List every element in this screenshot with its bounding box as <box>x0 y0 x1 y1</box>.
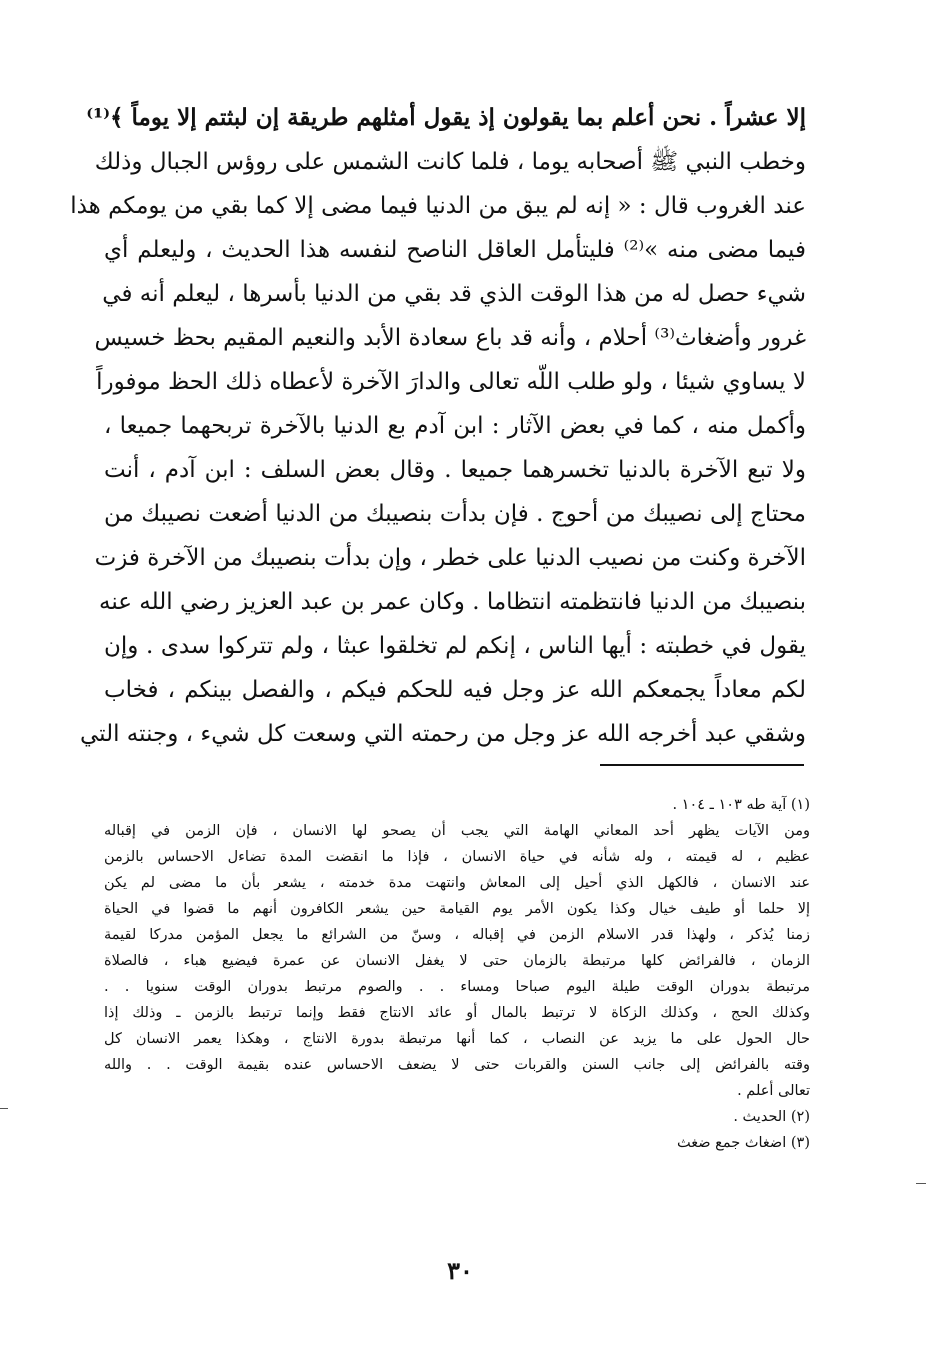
footnote-line: حال الحول على ما يزيد عن النصاب ، كما أنها مرتبطة بدورة الانتاج ، وهكذا يعمر الانسان كل <box>104 1031 810 1047</box>
scan-artifact <box>0 1108 8 1109</box>
footnotes <box>104 792 810 1156</box>
body-line: عند الغروب قال : « إنه لم يبق من الدنيا فيما مضى إلا كما بقي من يومكم هذا <box>70 193 806 219</box>
main-body-text <box>70 96 806 756</box>
footnote-line: (٣) اضغاث جمع ضغث <box>677 1135 810 1151</box>
body-line: وخطب النبي ﷺ أصحابه يوما ، فلما كانت الشمس على روؤس الجبال وذلك <box>94 149 806 175</box>
footnote-line: وكذلك الحج ، وكذلك الزكاة لا ترتبط بالمال أو عائد الانتاج فقط وإنما ترتبط بالزمن ـ وذلك إذا <box>104 1005 810 1021</box>
body-line: محتاج إلى نصيبك من أحوج . فإن بدأت بنصيبك من الدنيا أضعت نصيبك من <box>104 501 806 527</box>
body-line: وشقي عبد أخرجه الله عز وجل من رحمته التي وسعت كل شيء ، وجنته التي <box>79 721 806 747</box>
body-line: الآخرة وكنت من نصيب الدنيا على خطر ، وإن بدأت بنصيبك من الآخرة فزت <box>94 545 806 571</box>
footnote-line: زمنا يُذكر ، ولهذا قدر الاسلام الزمن في إقباله ، وسنّ من الشرائع ما يجعل المؤمن مدركا لقيمة <box>104 927 810 943</box>
scan-artifact <box>916 1183 926 1184</box>
footnote-line: تعالى أعلم . <box>737 1083 810 1099</box>
footnote-line: (٢) الحديث . <box>733 1109 810 1125</box>
body-line: لا يساوي شيئا ، ولو طلب اللّه تعالى والدارَ الآخرة لأعطاه ذلك الحظ موفوراً <box>96 369 806 395</box>
footnote-line: مرتبطة بدوران الوقت طيلة اليوم صباحا ومساء . . والصوم مرتبط بدوران الوقت سنويا . . <box>104 979 810 995</box>
footnote-line: عظيم ، له قيمته ، وله شأنه في حياة الانسان ، فإذا ما انقضت المدة تضاءل الاحساس بالزمن <box>104 849 810 865</box>
body-line: فيما مضى منه »⁽²⁾ فليتأمل العاقل الناصح لنفسه هذا الحديث ، وليعلم أي <box>104 237 806 263</box>
body-line: ولا تبع الآخرة بالدنيا تخسرهما جميعا . وقال بعض السلف : ابن آدم ، أنت <box>104 457 806 483</box>
footnote-line: (١) آية طه ١٠٣ ـ ١٠٤ . <box>672 797 810 813</box>
body-line: وأكمل منه ، كما في بعض الآثار : ابن آدم بع الدنيا بالآخرة تربحهما جميعا ، <box>104 413 806 439</box>
body-line: بنصيبك من الدنيا فانتظمته انتظاما . وكان عمر بن عبد العزيز رضي الله عنه <box>98 589 806 615</box>
footnote-line: ومن الآيات يظهر أحد المعاني الهامة التي يجب أن يصحو لها الانسان ، فإن الزمن في إقباله <box>104 823 810 839</box>
body-line: إلا عشراً . نحن أعلم بما يقولون إذ يقول أمثلهم طريقة إن لبثتم إلا يوماً ﴾⁽¹⁾ <box>86 104 806 131</box>
body-line: لكم معاداً يجمعكم الله عز وجل فيه للحكم فيكم ، والفصل بينكم ، فخاب <box>104 677 806 703</box>
footnote-separator <box>600 764 804 766</box>
page-number: ٣٠ <box>447 1256 473 1285</box>
footnote-line: الزمان ، فالفرائض كلها مرتبطة بالزمان حتى لا يغفل الانسان عن عمرة فيضيع هباء ، فالصلاة <box>104 953 810 969</box>
body-line: يقول في خطبته : أيها الناس ، إنكم لم تخلقوا عبثا ، ولم تتركوا سدى . وإن <box>104 633 806 659</box>
body-line: غرور وأضغاث⁽³⁾ أحلام ، وأنه قد باع سعادة الأبد والنعيم المقيم بحظ خسيس <box>94 325 806 351</box>
body-line: شيء حصل له من هذا الوقت الذي قد بقي من الدنيا بأسرها ، ليعلم أنه في <box>102 281 806 307</box>
footnote-line: وقته بالفرائض إلى جانب السنن والقربات حتى لا يضعف الاحساس عنده بقيمة الوقت . . والله <box>104 1057 810 1073</box>
footnote-line: عند الانسان ، فالكهل الذي أحيل إلى المعاش وانتهت مدة خدمته ، يشعر بأن ما مضى لم يكن <box>104 875 810 891</box>
footnote-line: إلا حلما أو طيف خيال وكذا يكون الأمر يوم القيامة حين يشعر الكافرون أنهم ما قضوا في الحياة <box>104 901 810 917</box>
